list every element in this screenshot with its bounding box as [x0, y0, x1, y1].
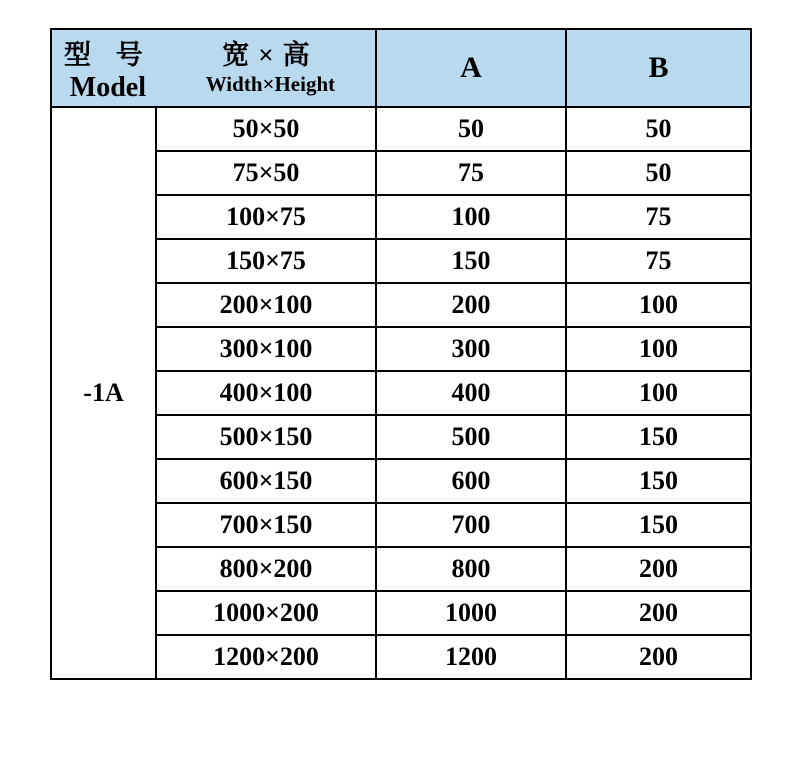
table-row — [51, 635, 751, 679]
value-b-cell: 75 — [566, 195, 751, 239]
table-row — [51, 415, 751, 459]
header-row — [51, 29, 751, 107]
spec-table — [50, 28, 752, 680]
size-cell: 100×75 — [156, 195, 376, 239]
size-cell: 800×200 — [156, 547, 376, 591]
value-a-cell: 75 — [376, 151, 566, 195]
table-row — [51, 327, 751, 371]
table-row — [51, 107, 751, 151]
value-b-cell: 150 — [566, 415, 751, 459]
size-cell: 1200×200 — [156, 635, 376, 679]
header-size-english: Width×Height — [205, 71, 336, 96]
value-a-cell: 400 — [376, 371, 566, 415]
size-cell: 1000×200 — [156, 591, 376, 635]
size-cell: 50×50 — [156, 107, 376, 151]
size-cell: 75×50 — [156, 151, 376, 195]
value-b-cell: 200 — [566, 591, 751, 635]
value-b-cell: 50 — [566, 151, 751, 195]
header-col-b: B — [566, 29, 751, 107]
value-b-cell: 200 — [566, 635, 751, 679]
value-a-cell: 300 — [376, 327, 566, 371]
table-row — [51, 547, 751, 591]
size-cell: 400×100 — [156, 371, 376, 415]
size-cell: 600×150 — [156, 459, 376, 503]
header-model-english: Model — [69, 71, 147, 103]
value-a-cell: 1000 — [376, 591, 566, 635]
value-b-cell: 50 — [566, 107, 751, 151]
value-b-cell: 75 — [566, 239, 751, 283]
value-a-cell: 600 — [376, 459, 566, 503]
value-a-cell: 500 — [376, 415, 566, 459]
table-row — [51, 283, 751, 327]
value-a-cell: 50 — [376, 107, 566, 151]
value-a-cell: 100 — [376, 195, 566, 239]
table-row — [51, 591, 751, 635]
table-row — [51, 371, 751, 415]
table-body — [51, 107, 751, 679]
size-cell: 500×150 — [156, 415, 376, 459]
table-row — [51, 459, 751, 503]
table-row — [51, 151, 751, 195]
header-col-a: A — [376, 29, 566, 107]
value-b-cell: 100 — [566, 371, 751, 415]
size-cell: 700×150 — [156, 503, 376, 547]
size-cell: 300×100 — [156, 327, 376, 371]
spec-table-container — [50, 28, 750, 680]
value-a-cell: 150 — [376, 239, 566, 283]
value-a-cell: 1200 — [376, 635, 566, 679]
value-b-cell: 200 — [566, 547, 751, 591]
value-a-cell: 700 — [376, 503, 566, 547]
model-label-cell: -1A — [51, 107, 156, 679]
value-b-cell: 150 — [566, 503, 751, 547]
value-b-cell: 150 — [566, 459, 751, 503]
value-b-cell: 100 — [566, 283, 751, 327]
header-size-chinese: 宽×高 — [222, 39, 319, 70]
value-b-cell: 100 — [566, 327, 751, 371]
header-model-chinese: 型 号 — [64, 39, 152, 70]
value-a-cell: 200 — [376, 283, 566, 327]
table-header — [51, 29, 751, 107]
table-row — [51, 239, 751, 283]
size-cell: 150×75 — [156, 239, 376, 283]
table-row — [51, 503, 751, 547]
size-cell: 200×100 — [156, 283, 376, 327]
header-model-size-cell — [51, 29, 376, 107]
table-row — [51, 195, 751, 239]
value-a-cell: 800 — [376, 547, 566, 591]
